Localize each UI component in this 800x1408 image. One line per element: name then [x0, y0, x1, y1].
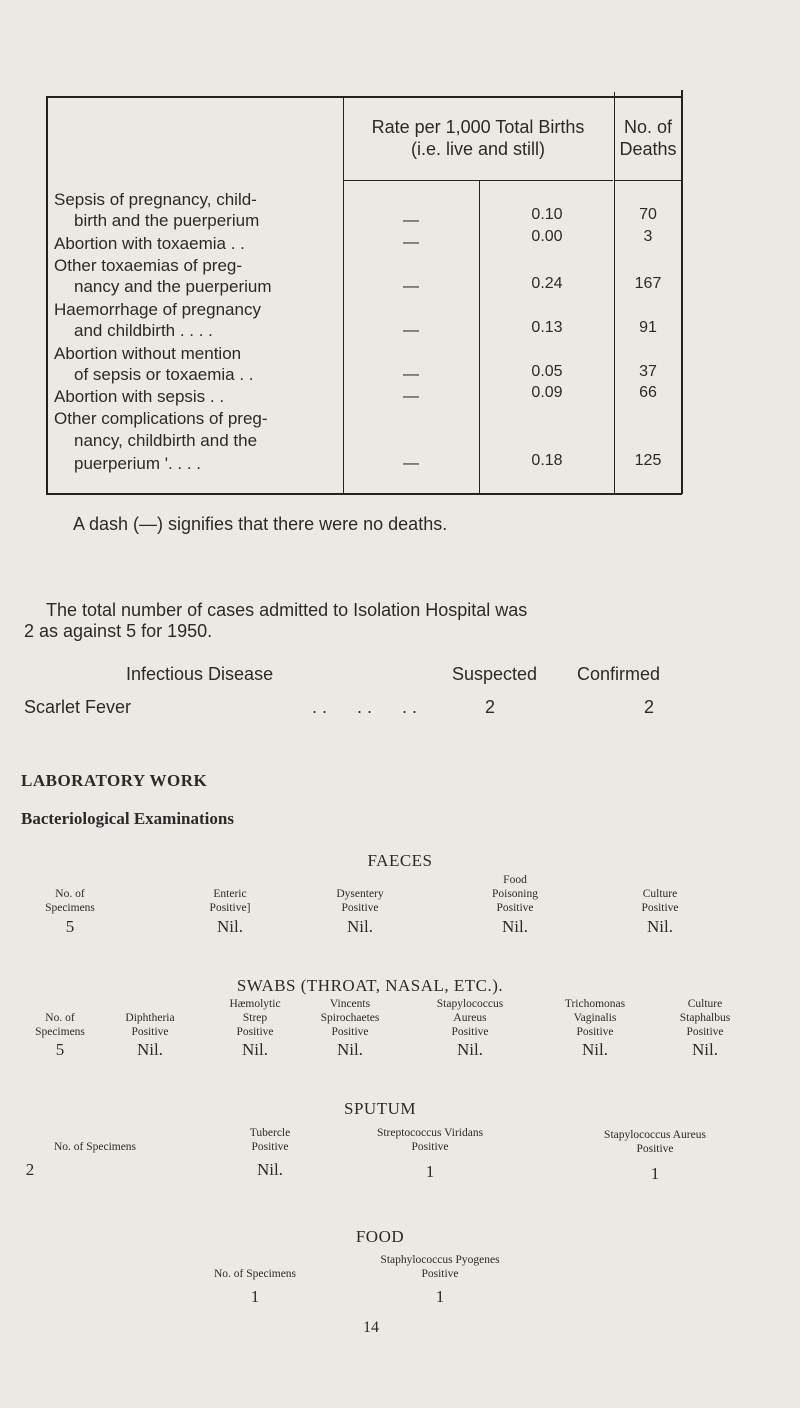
swabs-header: Diphtheria Positive	[125, 1012, 175, 1038]
table-top-rule	[46, 96, 682, 98]
dash-cell: —	[403, 455, 419, 472]
deaths-cell: 3	[643, 228, 653, 245]
food-header: Staphylococcus Pyogenes Positive	[380, 1254, 500, 1280]
row-label: nancy and the puerperium	[74, 277, 272, 296]
isolation-text-line2: 2 as against 5 for 1950.	[24, 621, 213, 641]
rate-cell: 0.18	[531, 452, 563, 469]
rate-cell: 0.10	[531, 206, 563, 223]
deaths-cell: 167	[634, 275, 662, 292]
faeces-value: Nil.	[647, 917, 673, 936]
row-label: Abortion with toxaemia . .	[54, 234, 245, 253]
swabs-header: Stapylococcus Aureus Positive	[436, 998, 504, 1038]
rate-header-rule	[343, 180, 613, 181]
swabs-value: Nil.	[337, 1040, 363, 1059]
row-scarlet-fever: Scarlet Fever	[24, 697, 132, 717]
dash-cell: —	[403, 388, 419, 405]
faeces-header: Dysentery Positive	[336, 888, 384, 914]
rate-cell: 0.05	[531, 363, 563, 380]
bacteriological-subheading: Bacteriological Examinations	[21, 809, 234, 828]
deaths-header-rule	[615, 180, 681, 181]
rate-cell: 0.09	[531, 384, 563, 401]
sputum-value: 1	[650, 1164, 660, 1183]
faeces-value: Nil.	[502, 917, 528, 936]
faeces-title: FAECES	[367, 851, 433, 870]
row-label: of sepsis or toxaemia . .	[74, 365, 254, 384]
row-label: Other complications of preg-	[54, 409, 268, 428]
row-label: Haemorrhage of pregnancy	[54, 300, 261, 319]
sputum-header: No. of Specimens	[53, 1141, 137, 1153]
table-left-rule	[46, 96, 48, 494]
swabs-value: 5	[55, 1040, 65, 1059]
deaths-cell: 66	[639, 384, 657, 401]
faeces-header: Food Poisoning Positive	[491, 874, 538, 914]
row-label: and childbirth . . . .	[74, 321, 213, 340]
laboratory-heading: LABORATORY WORK	[21, 771, 208, 790]
rate-cell: 0.24	[531, 275, 563, 292]
deaths-cell: 37	[639, 363, 657, 380]
swabs-header: No. of Specimens	[35, 1012, 85, 1038]
row-label: Sepsis of pregnancy, child-	[54, 190, 257, 209]
header-rate: Rate per 1,000 Total Births	[371, 117, 585, 137]
page-number: 14	[363, 1319, 379, 1336]
dash-cell: —	[403, 366, 419, 383]
sputum-header: Stapylococcus Aureus Positive	[604, 1129, 706, 1155]
sputum-header: Tubercle Positive	[249, 1127, 291, 1153]
sputum-value: 1	[425, 1162, 435, 1181]
faeces-value: 5	[65, 917, 75, 936]
faeces-header: Enteric Positive]	[209, 888, 251, 914]
isolation-text-line1: The total number of cases admitted to Isolation Hospital was	[46, 600, 528, 620]
food-title: FOOD	[355, 1227, 405, 1246]
rate-cell: 0.00	[531, 228, 563, 245]
header-rate-sub: (i.e. live and still)	[410, 139, 546, 159]
dash-cell: —	[403, 322, 419, 339]
deaths-cell: 125	[634, 452, 662, 469]
rate-cell: 0.13	[531, 319, 563, 336]
swabs-title: SWABS (THROAT, NASAL, ETC.).	[236, 976, 504, 995]
deaths-cell: 70	[639, 206, 657, 223]
table-footnote: A dash (—) signifies that there were no deaths.	[73, 514, 448, 534]
swabs-value: Nil.	[692, 1040, 718, 1059]
swabs-header: Hæmolytic Strep Positive	[229, 998, 281, 1038]
scarlet-suspected: 2	[485, 697, 496, 717]
food-value: 1	[435, 1287, 445, 1306]
row-label: puerperium '. . . .	[74, 454, 202, 473]
row-label: Other toxaemias of preg-	[54, 256, 243, 275]
swabs-value: Nil.	[457, 1040, 483, 1059]
sputum-title: SPUTUM	[344, 1099, 416, 1118]
faeces-value: Nil.	[217, 917, 243, 936]
dash-cell: —	[403, 278, 419, 295]
row-label: Abortion without mention	[54, 344, 242, 363]
sputum-value: Nil.	[257, 1160, 283, 1179]
header-deaths-line1: No. of	[623, 117, 673, 137]
leader-dots: . . . . . .	[312, 697, 418, 717]
row-label: nancy, childbirth and the	[74, 431, 258, 450]
swabs-value: Nil.	[242, 1040, 268, 1059]
food-header: No. of Specimens	[213, 1268, 297, 1280]
swabs-header: Trichomonas Vaginalis Positive	[564, 998, 626, 1038]
col-confirmed: Confirmed	[577, 664, 661, 684]
header-deaths-line2: Deaths	[619, 139, 677, 159]
col-suspected: Suspected	[452, 664, 538, 684]
swabs-value: Nil.	[137, 1040, 163, 1059]
food-value: 1	[250, 1287, 260, 1306]
dash-cell: —	[403, 212, 419, 229]
faeces-header: No. of Specimens	[45, 888, 95, 914]
sputum-header: Streptococcus Viridans Positive	[376, 1127, 484, 1153]
swabs-header: Culture Staphalbus Positive	[679, 998, 731, 1038]
swabs-header: Vincents Spirochaetes Positive	[320, 998, 380, 1038]
deaths-cell: 91	[639, 319, 657, 336]
table-bottom-rule	[46, 493, 682, 495]
row-label: Abortion with sepsis . .	[54, 387, 225, 406]
faeces-header: Culture Positive	[641, 888, 679, 914]
col-infectious-disease: Infectious Disease	[126, 664, 274, 684]
swabs-value: Nil.	[582, 1040, 608, 1059]
faeces-value: Nil.	[347, 917, 373, 936]
scarlet-confirmed: 2	[644, 697, 655, 717]
sputum-value: 2	[25, 1160, 35, 1179]
dash-cell: —	[403, 234, 419, 251]
row-label: birth and the puerperium	[74, 211, 260, 230]
